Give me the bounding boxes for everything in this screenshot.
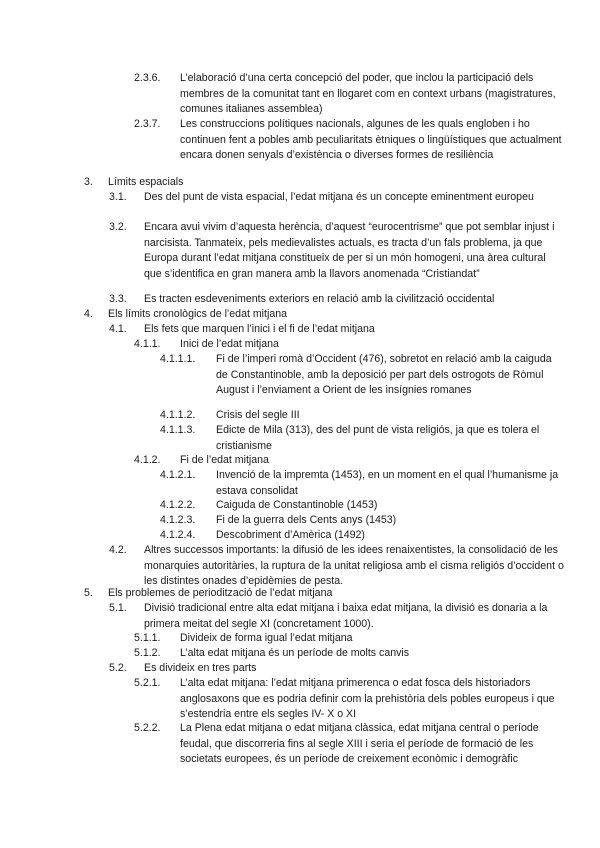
item-number: 4.1.1. [134, 338, 161, 350]
item-number: 4.2. [109, 544, 127, 556]
item-text: Altres successos importants: la difusió de les idees renaixentistes, la consolidació de les monarquies autoritàries, la ruptura de la unitat religiosa amb el cisma religiós d’occident o les distintes onades d’epidèmies de pesta. [144, 544, 564, 588]
item-number: 5.2. [109, 662, 127, 674]
item-text: Els fets que marquen l’inici i el fi de l’edat mitjana [144, 323, 375, 335]
outline-item [160, 468, 565, 499]
item-number: 2.3.7. [134, 118, 161, 130]
outline-item [160, 352, 565, 399]
outline-item [160, 498, 565, 514]
item-number: 4. [84, 308, 93, 320]
outline-item [134, 646, 564, 662]
outline-item [109, 543, 564, 590]
item-number: 5.1.2. [134, 647, 161, 659]
item-text: Invenció de la impremta (1453), en un moment en el qual l’humanisme ja estava consolidat [216, 469, 559, 497]
item-number: 4.1.1.3. [160, 424, 196, 436]
item-text: Es tracten esdeveniments exteriors en relació amb la civilització occidental [144, 293, 495, 305]
outline-item [109, 661, 564, 677]
outline-item [160, 423, 565, 454]
item-text: Encara avui vivim d’aquesta herència, d’aquest “eurocentrisme” que pot semblar injust i narcisista. Tanmateix, pels medievalistes actuals, es tracta d’un fals problema, ja que Europa durant l’edat mitjana constitueix de per si un món homogeni, una àrea cultural que s’identifica en gran manera amb la llavors anomenada “Cristiandat” [144, 221, 555, 280]
item-number: 3.1. [109, 191, 127, 203]
outline-item [134, 337, 564, 353]
item-number: 4.1.2.3. [160, 514, 196, 526]
item-text: L’alta edat mitjana és un període de molts canvis [180, 647, 410, 659]
item-number: 4.1.2.1. [160, 469, 196, 481]
outline-item [160, 513, 565, 529]
item-text: Es divideix en tres parts [144, 662, 257, 674]
item-text: Edicte de Mila (313), des del punt de vista religiós, ja que es tolera el cristianisme [216, 424, 540, 452]
outline-item [134, 71, 564, 118]
item-number: 4.1. [109, 323, 127, 335]
outline-item [109, 190, 564, 206]
outline-item [134, 721, 564, 768]
item-number: 3.3. [109, 293, 127, 305]
item-text: Límits espacials [108, 176, 184, 188]
item-number: 3.2. [109, 221, 127, 233]
item-text: La Plena edat mitjana o edat mitjana clàssica, edat mitjana central o període feudal, que discorreria fins al segle XIII i seria el període de formació de les societats europees, és un període de creixement econòmic i demogràfic [180, 722, 539, 766]
item-text: L’alta edat mitjana: l’edat mitjana primerenca o edat fosca dels historiadors anglosaxons que es podria definir com la prehistòria dels pobles europeus i que s’estendria entre els segles IV- X o XI [180, 677, 555, 721]
outline-item [109, 292, 589, 308]
item-number: 5.2.2. [134, 722, 161, 734]
outline-item [134, 117, 564, 164]
item-text: Des del punt de vista espacial, l’edat mitjana és un concepte eminentment europeu [144, 191, 534, 203]
outline-item [109, 601, 564, 632]
item-number: 4.1.2. [134, 454, 161, 466]
outline-item [109, 220, 564, 282]
outline-item [160, 528, 565, 544]
item-text: Descobriment d’Amèrica (1492) [216, 529, 365, 541]
item-number: 5. [84, 587, 93, 599]
item-number: 5.1.1. [134, 632, 161, 644]
outline-item [84, 307, 564, 323]
item-text: Fi de l’edat mitjana [180, 454, 269, 466]
outline-item [134, 676, 564, 723]
outline-item [84, 586, 564, 602]
item-number: 4.1.1.1. [160, 353, 196, 365]
outline-item [84, 175, 564, 191]
item-text: Els problemes de periodització de l’edat mitjana [108, 587, 333, 599]
outline-item [134, 631, 564, 647]
item-text: Divideix de forma igual l’edat mitjana [180, 632, 353, 644]
outline-item [109, 322, 564, 338]
item-text: Fi de la guerra dels Cents anys (1453) [216, 514, 397, 526]
item-number: 4.1.1.2. [160, 409, 196, 421]
item-text: Caiguda de Constantinoble (1453) [216, 499, 378, 511]
outline-item [160, 408, 565, 424]
item-number: 5.1. [109, 602, 127, 614]
item-text: Fi de l’imperi romà d’Occident (476), sobretot en relació amb la caiguda de Constantinoble, amb la deposició per part dels ostrogots de Ròmul August i l’enviament a Orient de les insígnies romanes [216, 353, 552, 397]
item-text: Les construccions polítiques nacionals, algunes de les quals engloben i ho continuen fent a pobles amb peculiaritats ètniques o lingüístiques que actualment encara donen senyals d’existència o diverses formes de resiliència [180, 118, 562, 162]
item-text: Divisió tradicional entre alta edat mitjana i baixa edat mitjana, la divisió es donaria a la primera meitat del segle XI (concretament 1000). [144, 602, 548, 630]
item-number: 4.1.2.2. [160, 499, 196, 511]
item-number: 3. [84, 176, 93, 188]
outline-item [134, 453, 564, 469]
item-text: Els límits cronològics de l’edat mitjana [108, 308, 287, 320]
item-text: Crisis del segle III [216, 409, 300, 421]
item-text: Inici de l’edat mitjana [180, 338, 279, 350]
item-number: 4.1.2.4. [160, 529, 196, 541]
item-number: 2.3.6. [134, 72, 161, 84]
item-text: L’elaboració d’una certa concepció del poder, que inclou la participació dels membres de la comunitat tant en llogaret com en context urbans (magistratures, comunes italianes assemblea) [180, 72, 556, 116]
item-number: 5.2.1. [134, 677, 161, 689]
